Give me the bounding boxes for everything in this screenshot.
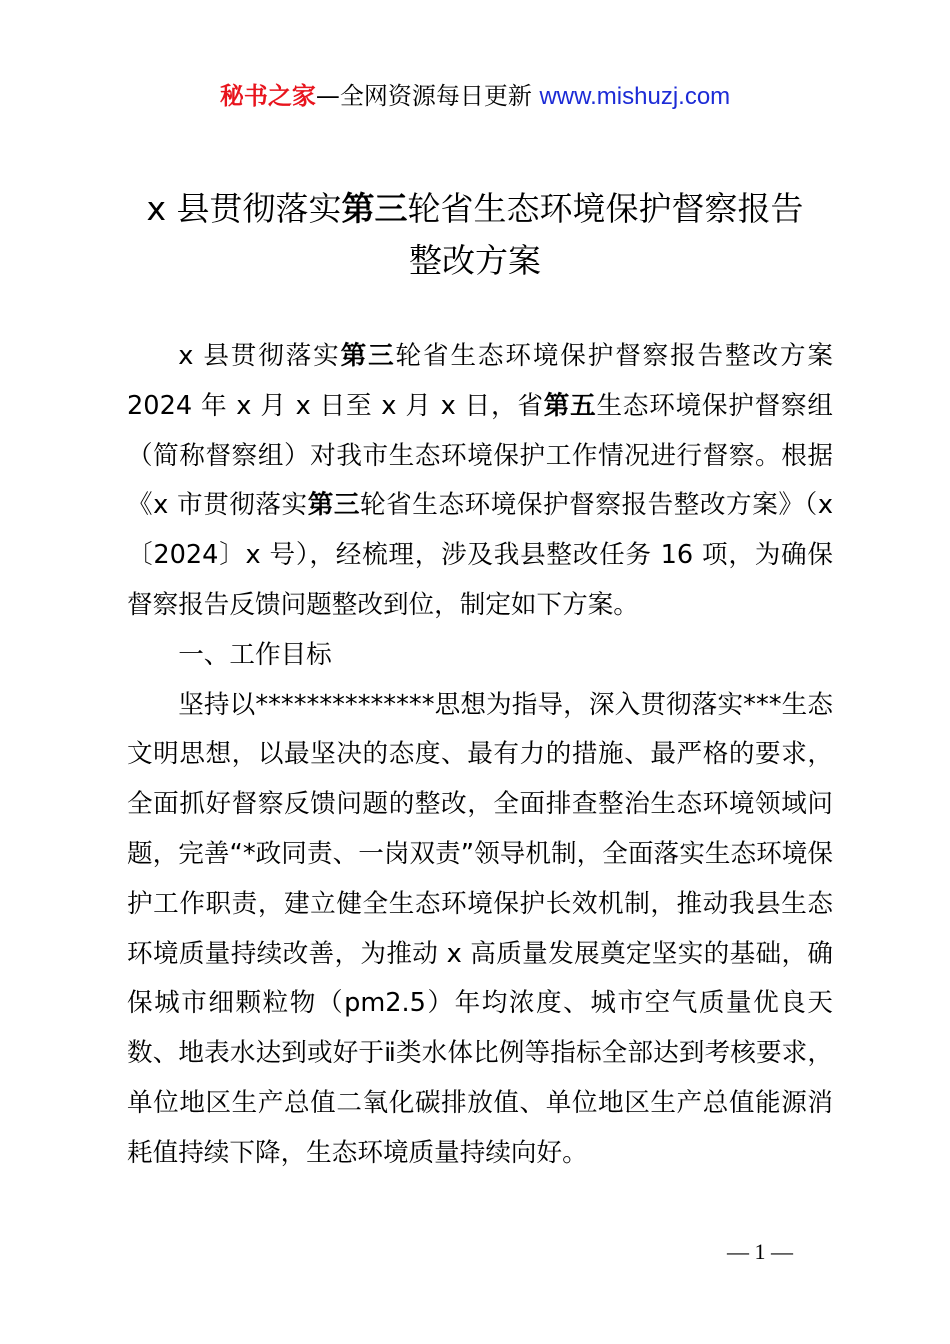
intro-paragraph — [127, 332, 833, 631]
intro-bold-2: 第五 — [543, 390, 597, 421]
intro-text-a: x 县贯彻落实 — [178, 341, 341, 371]
brand-name: 秘书之家 — [219, 82, 316, 110]
site-header — [0, 78, 950, 115]
intro-text-d: 轮省生态环境保护督察报告整改方案》（x〔2024〕x 号），经梳理，涉及我县整改任务 16 项，为确保督察报告反馈问题整改到位，制定如下方案。 — [127, 490, 833, 620]
document-body — [127, 332, 833, 1179]
intro-bold-3: 第三 — [307, 490, 361, 521]
site-url-link[interactable]: www.mishuzj.com — [539, 83, 731, 110]
intro-text-b: 轮省生态环境保护督察报告整改方案 2024 年 x 月 x 日至 x 月 x 日，省 — [127, 341, 833, 421]
title-part-b: 轮省生态环境保护督察报告 — [407, 189, 804, 228]
title-bold-part: 第三 — [341, 189, 408, 228]
document-title — [100, 183, 850, 287]
section-heading: 一、工作目标 — [178, 639, 332, 670]
goal-paragraph: 坚持以**************思想为指导，深入贯彻落实***生态文明思想，以最坚决的态度、最有力的措施、最严格的要求，全面抓好督察反馈问题的整改，全面排查整治生态环境领域问题，完善“*政同责、一岗双责”领导机制，全面落实生态环境保护工作职责，建立健全生态环境保护长效机制，推动我县生态环境质量持续改善，为推动 x 高质量发展奠定坚实的基础，确保城市细颗粒物（pm2.5）年均浓度、城市空气质量优良天数、地表水达到或好于ⅱ类水体比例等指标全部达到考核要求，单位地区生产总值二氧化碳排放值、单位地区生产总值能源消耗值持续下降，生态环境质量持续向好。 — [127, 689, 833, 1168]
header-tagline: —全网资源每日更新 — [315, 82, 540, 110]
title-part-a: x 县贯彻落实 — [146, 189, 342, 228]
title-line-1 — [100, 183, 850, 235]
intro-text-c: 生态环境保护督察组（简称督察组）对我市生态环境保护工作情况进行督察。根据《x 市贯彻落实 — [127, 390, 833, 521]
intro-bold-1: 第三 — [340, 341, 396, 371]
title-line-2: 整改方案 — [409, 241, 541, 280]
page-number: — 1 — — [727, 1239, 793, 1264]
